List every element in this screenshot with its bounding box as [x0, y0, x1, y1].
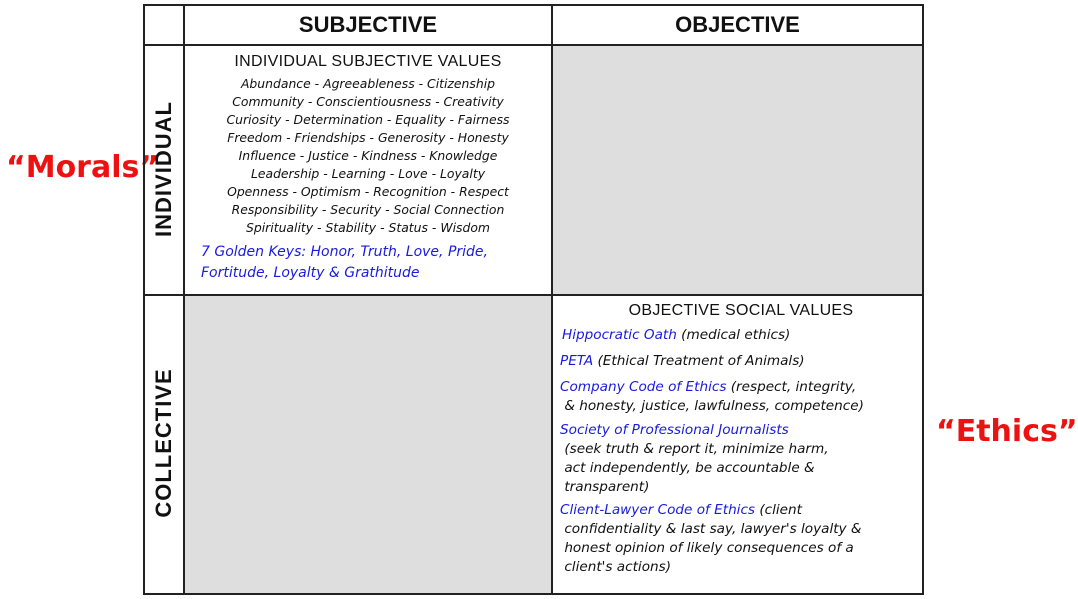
item-desc: (Ethical Treatment of Animals) [593, 353, 805, 369]
row-header-collective-cell [145, 296, 183, 593]
list-item [560, 501, 922, 577]
value-line: Openness - Optimism - Recognition - Respect [227, 184, 509, 199]
golden-keys-line: Fortitude, Loyalty & Grathitude [201, 265, 420, 281]
individual-objective-cell [553, 46, 922, 294]
list-item [560, 326, 922, 345]
collective-subjective-cell [185, 296, 551, 593]
morals-label: “Morals” [6, 150, 160, 185]
grid-divider [145, 44, 922, 46]
value-line: Spirituality - Stability - Status - Wisdom [246, 220, 490, 235]
item-name: Client-Lawyer Code of Ethics [560, 502, 756, 518]
objective-social-title: OBJECTIVE SOCIAL VALUES [628, 302, 854, 319]
item-desc: (respect, integrity, [726, 379, 857, 395]
item-desc: transparent) [560, 479, 650, 495]
value-line: Curiosity - Determination - Equality - Fairness [226, 112, 510, 127]
item-desc: client's actions) [560, 559, 672, 575]
ethics-label: “Ethics” [936, 414, 1078, 449]
row-header-individual: INDIVIDUAL [151, 101, 176, 237]
subjective-values-list [185, 75, 551, 237]
item-desc: honest opinion of likely consequences of a [560, 540, 854, 556]
list-item [560, 352, 922, 371]
row-header-individual-cell [145, 46, 183, 294]
value-line: Freedom - Friendships - Generosity - Honesty [227, 130, 509, 145]
value-line: Community - Conscientiousness - Creativity [232, 94, 504, 109]
item-name: Hippocratic Oath [562, 327, 677, 343]
item-desc: (medical ethics) [676, 327, 791, 343]
item-desc: & honesty, justice, lawfulness, competence) [560, 398, 864, 414]
item-desc: (seek truth & report it, minimize harm, [560, 441, 829, 457]
column-header-objective: OBJECTIVE [675, 12, 800, 37]
item-desc: confidentiality & last say, lawyer's loyalty & [560, 521, 862, 537]
individual-subjective-cell [185, 46, 551, 294]
item-name: Society of Professional Journalists [560, 422, 789, 438]
value-line: Abundance - Agreeableness - Citizenship [240, 76, 496, 91]
individual-subjective-title: INDIVIDUAL SUBJECTIVE VALUES [234, 53, 502, 70]
collective-objective-cell [553, 296, 922, 593]
list-item [560, 421, 922, 497]
list-item [560, 378, 922, 416]
value-line: Leadership - Learning - Love - Loyalty [250, 166, 486, 181]
item-desc: act independently, be accountable & [560, 460, 815, 476]
value-line: Responsibility - Security - Social Connection [231, 202, 505, 217]
value-line: Influence - Justice - Kindness - Knowledge [238, 148, 498, 163]
golden-keys-line: 7 Golden Keys: Honor, Truth, Love, Pride, [201, 244, 488, 260]
item-name: PETA [560, 353, 594, 369]
grid-divider [183, 6, 185, 593]
column-header-subjective: SUBJECTIVE [298, 12, 438, 37]
values-matrix [143, 4, 924, 595]
golden-keys [185, 242, 551, 284]
grid-divider [145, 294, 922, 296]
row-header-collective: COLLECTIVE [151, 368, 176, 518]
item-name: Company Code of Ethics [560, 379, 727, 395]
item-desc: (client [755, 502, 802, 518]
grid-divider [551, 6, 553, 593]
